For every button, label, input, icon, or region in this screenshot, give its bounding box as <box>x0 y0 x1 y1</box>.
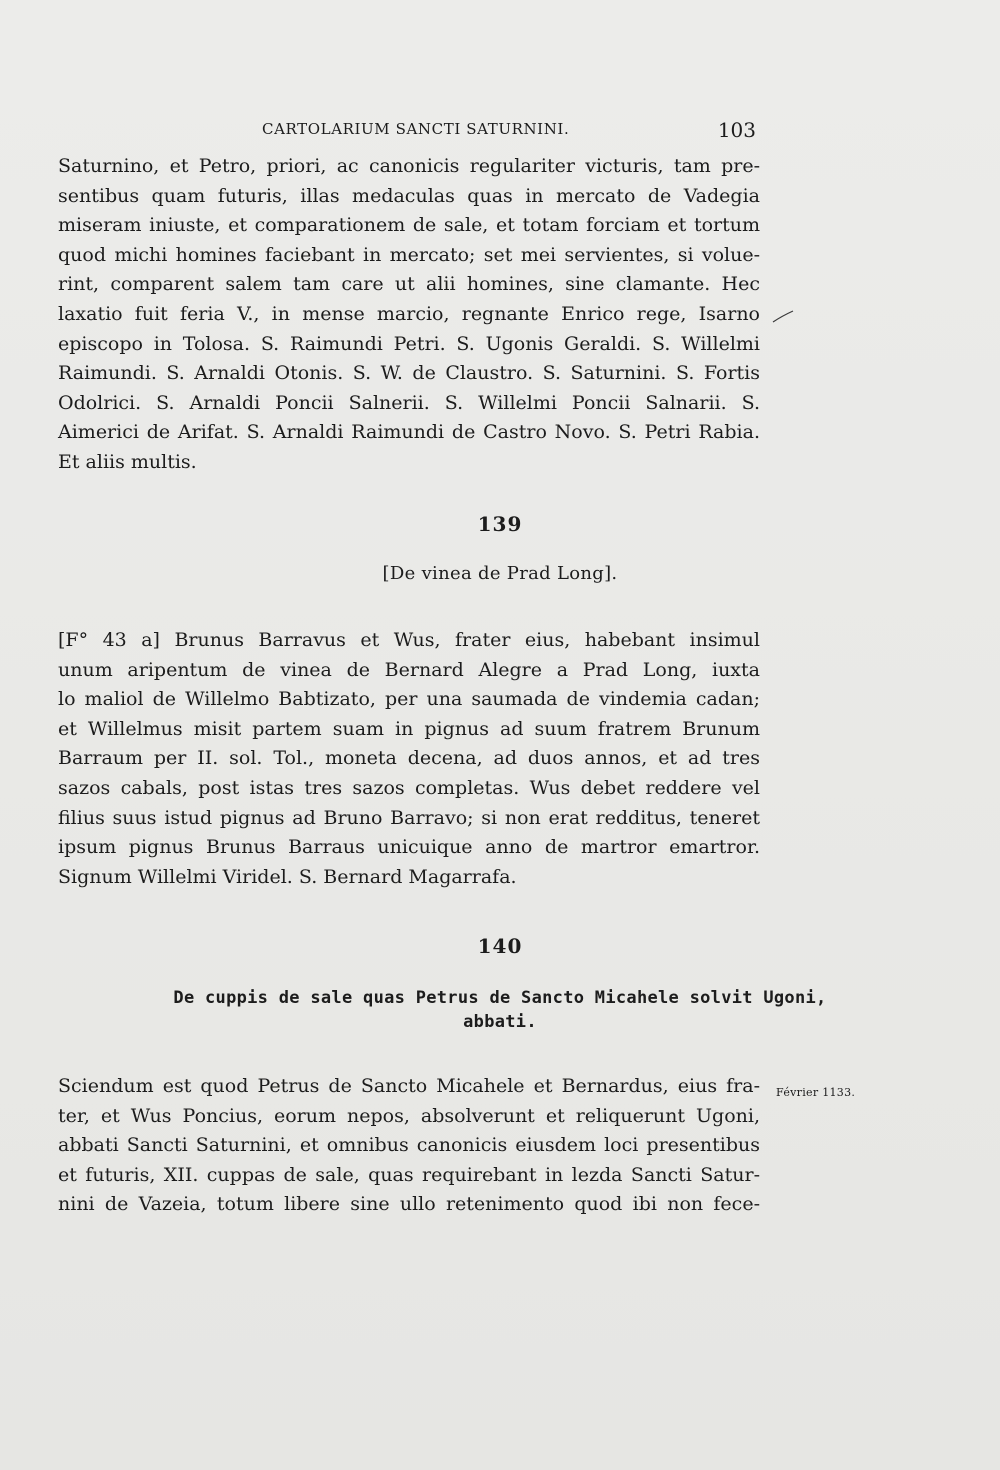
text-line: Raimundi. S. Arnaldi Otonis. S. W. de Claustro. S. Saturnini. S. Fortis <box>58 362 760 385</box>
text-line: Aimerici de Arifat. S. Arnaldi Raimundi de Castro Novo. S. Petri Rabia. <box>58 421 760 444</box>
text-line: Saturnino, et Petro, priori, ac canonicis regulariter victuris, tam pre- <box>58 155 760 177</box>
text-line: laxatio fuit feria V., in mense marcio, regnante Enrico rege, Isarno <box>58 302 760 325</box>
text-line: lo maliol de Willelmo Babtizato, per una saumada de vindemia cadan; <box>58 688 760 711</box>
text-line: ter, et Wus Poncius, eorum nepos, absolverunt et reliquerunt Ugoni, <box>58 1104 760 1127</box>
charter-number-139: 139 <box>477 512 523 536</box>
text-line: abbati Sancti Saturnini, et omnibus canonicis eiusdem loci presentibus <box>58 1134 760 1157</box>
rubric-line: abbati. <box>463 1012 537 1032</box>
text-line: Odolrici. S. Arnaldi Poncii Salnerii. S. Willelmi Poncii Salnarii. S. <box>58 391 760 414</box>
running-head <box>262 118 756 144</box>
charter-text-139 <box>58 626 760 892</box>
charter-text-140 <box>58 1072 760 1220</box>
text-line: Signum Willelmi Viridel. S. Bernard Magarrafa. <box>58 865 517 888</box>
margin-date: Février 1133. <box>776 1086 856 1099</box>
text-line: Sciendum est quod Petrus de Sancto Micahele et Bernardus, eius fra- <box>58 1075 760 1097</box>
running-title: CARTOLARIUM SANCTI SATURNINI. <box>262 120 570 138</box>
text-line: [F° 43 a] Brunus Barravus et Wus, frater eius, habebant insimul <box>58 629 760 651</box>
text-line: et Willelmus misit partem suam in pignus ad suum fratrem Brunum <box>58 717 760 740</box>
text-line: Et aliis multis. <box>58 450 197 473</box>
text-line: rint, comparent salem tam care ut alii homines, sine clamante. Hec <box>58 273 760 296</box>
text-line: unum aripentum de vinea de Bernard Alegre a Prad Long, iuxta <box>58 658 760 681</box>
text-line: miseram iniuste, et comparationem de sale, et totam forciam et tortum <box>58 214 760 237</box>
text-line: episcopo in Tolosa. S. Raimundi Petri. S. Ugonis Geraldi. S. Willelmi <box>58 332 760 355</box>
page-number: 103 <box>717 118 756 142</box>
continuation-text <box>58 152 760 478</box>
text-line: nini de Vazeia, totum libere sine ullo retenimento quod ibi non fece- <box>58 1193 760 1216</box>
text-line: Barraum per II. sol. Tol., moneta decena, ad duos annos, et ad tres <box>58 747 760 770</box>
charter-rubric-140 <box>0 986 1000 1034</box>
text-line: filius suus istud pignus ad Bruno Barravo; si non erat redditus, teneret <box>58 806 760 829</box>
charter-number-140: 140 <box>477 934 523 958</box>
pen-mark <box>772 310 794 324</box>
text-line: ipsum pignus Brunus Barraus unicuique anno de martror emartror. <box>58 836 760 859</box>
charter-rubric-139: [De vinea de Prad Long]. <box>382 563 618 584</box>
text-line: et futuris, XII. cuppas de sale, quas requirebant in lezda Sancti Satur- <box>58 1163 760 1186</box>
text-line: quod michi homines faciebant in mercato; set mei servientes, si volue- <box>58 243 760 266</box>
text-line: sentibus quam futuris, illas medaculas quas in mercato de Vadegia <box>58 184 760 207</box>
rubric-line: De cuppis de sale quas Petrus de Sancto Micahele solvit Ugoni, <box>173 988 827 1008</box>
text-line: sazos cabals, post istas tres sazos completas. Wus debet reddere vel <box>58 776 760 799</box>
